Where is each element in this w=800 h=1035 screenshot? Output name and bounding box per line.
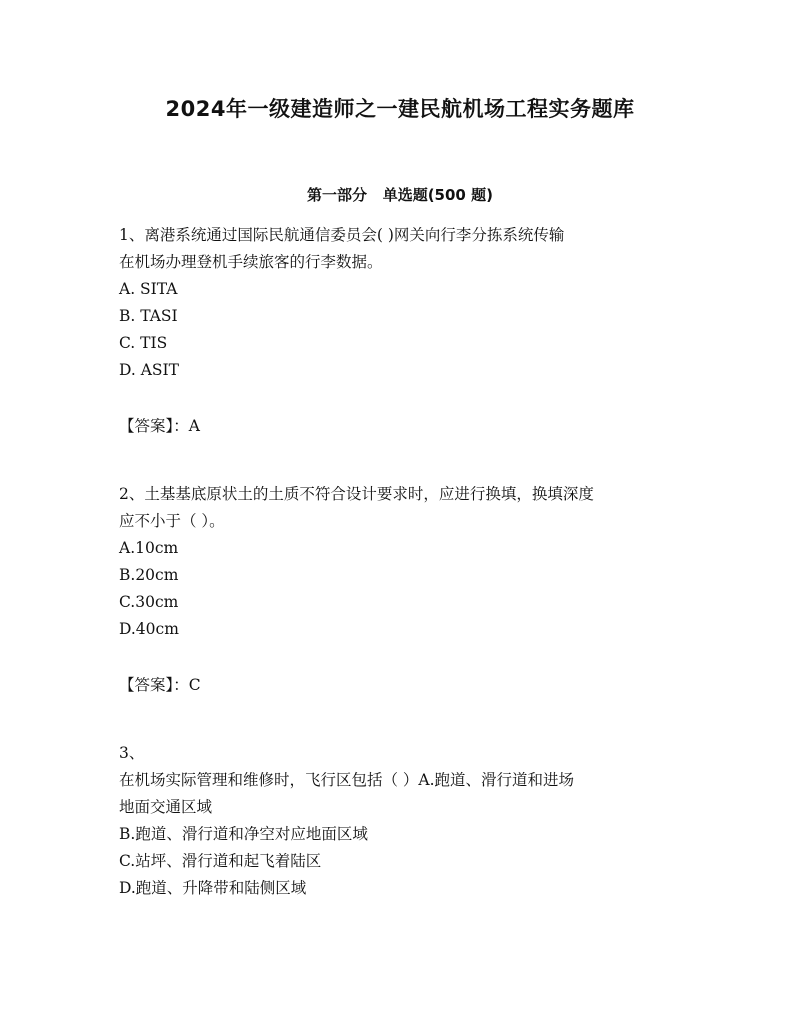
question-2-option-b: B.20cm [119, 566, 179, 584]
question-1 [119, 222, 684, 384]
question-3-option-d: D.跑道、升降带和陆侧区域 [119, 879, 307, 897]
question-2-option-c: C.30cm [119, 593, 179, 611]
question-2-stem-line-2: 应不小于（ ）。 [119, 512, 225, 530]
question-2-option-a: A.10cm [119, 539, 179, 557]
question-3-option-b: B.跑道、滑行道和净空对应地面区域 [119, 825, 368, 843]
question-1-option-a: A. SITA [119, 280, 178, 298]
question-1-answer: 【答案】：A [119, 417, 200, 435]
question-3-stem-line-1: 在机场实际管理和维修时，飞行区包括（ ）A.跑道、滑行道和进场 [119, 771, 575, 789]
question-3-stem-line-2: 地面交通区域 [119, 798, 213, 816]
question-2-stem-line-1: 2、土基基底原状土的土质不符合设计要求时，应进行换填，换填深度 [119, 485, 594, 503]
section-heading: 第一部分 单选题(500 题) [307, 186, 493, 204]
question-1-option-b: B. TASI [119, 307, 178, 325]
question-3 [119, 740, 684, 902]
question-1-stem-line-1: 1、离港系统通过国际民航通信委员会( )网关向行李分拣系统传输 [119, 226, 565, 244]
question-2 [119, 481, 684, 643]
question-2-option-d: D.40cm [119, 620, 179, 638]
question-1-option-d: D. ASIT [119, 361, 180, 379]
question-3-option-c: C.站坪、滑行道和起飞着陆区 [119, 852, 322, 870]
question-2-answer: 【答案】：C [119, 676, 201, 694]
question-3-number: 3、 [119, 744, 145, 762]
question-1-stem-line-2: 在机场办理登机手续旅客的行李数据。 [119, 253, 383, 271]
document-title: 2024年一级建造师之一建民航机场工程实务题库 [165, 97, 635, 121]
question-1-option-c: C. TIS [119, 334, 168, 352]
